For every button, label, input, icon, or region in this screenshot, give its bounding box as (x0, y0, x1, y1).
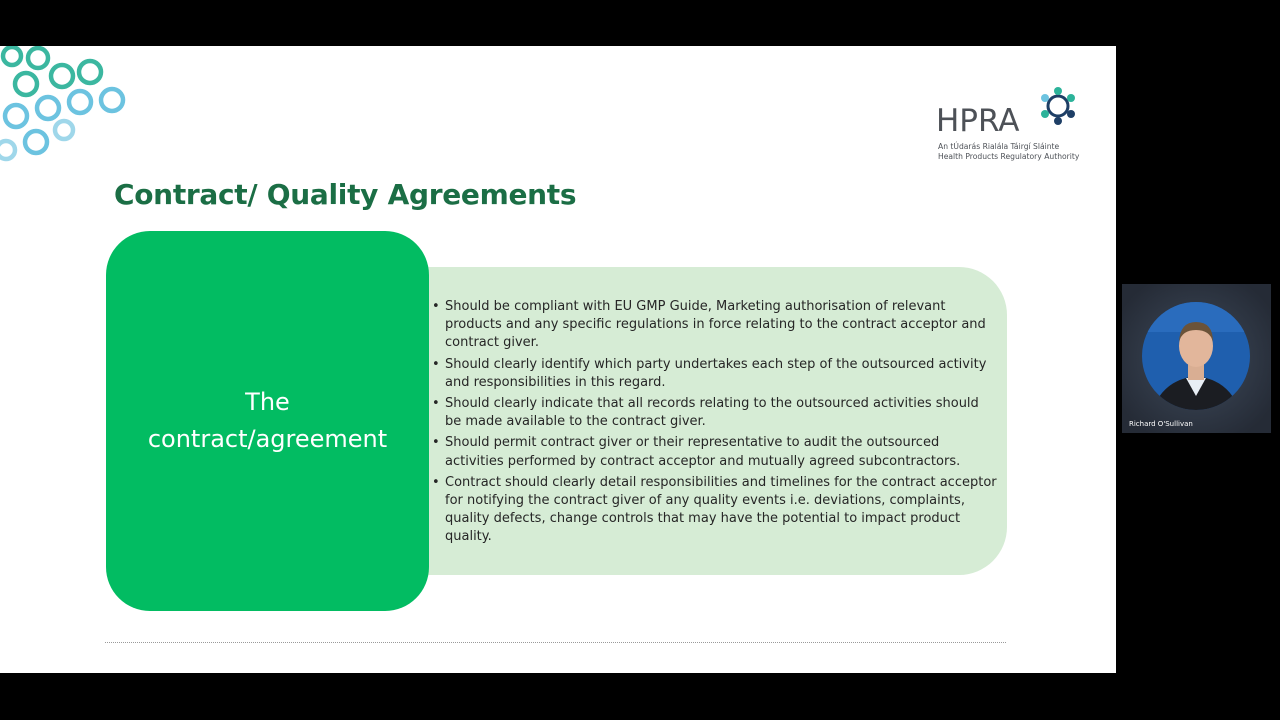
bullet-item: • Should clearly indicate that all records relating to the outsourced activities should be made available to the contract giver. (432, 395, 998, 431)
presentation-slide (0, 46, 1116, 673)
logo-hexagon-mark (1038, 86, 1078, 126)
molecule-pattern-decoration (0, 46, 140, 176)
bullet-list (432, 298, 998, 550)
bullet-item: • Contract should clearly detail responsibilities and timelines for the contract acceptor for notifying the contract giver of any quality events i.e. deviations, complaints, quality defects, change controls that may have the potential to impact product quality. (432, 474, 998, 547)
participant-name-label: Richard O'Sullivan (1129, 420, 1193, 428)
logo-wordmark: HPRA (936, 103, 1020, 139)
bullet-panel (396, 267, 1007, 575)
footer-divider (105, 642, 1006, 643)
bullet-item: • Should be compliant with EU GMP Guide, Marketing authorisation of relevant products and any specific regulations in force relating to the contract acceptor and contract giver. (432, 298, 998, 353)
contract-label-line-1: The (245, 388, 290, 416)
contract-label (128, 384, 408, 458)
logo-subtitle-english: Health Products Regulatory Authority (938, 152, 1080, 161)
participant-video-tile[interactable] (1122, 284, 1271, 433)
logo-subtitle-irish: An tÚdarás Rialála Táirgí Sláinte (938, 142, 1060, 151)
hpra-logo (936, 86, 1086, 166)
bullet-item: • Should clearly identify which party undertakes each step of the outsourced activity and responsibilities in this regard. (432, 356, 998, 392)
contract-label-box (106, 231, 429, 611)
bullet-item: • Should permit contract giver or their representative to audit the outsourced activities performed by contract acceptor and mutually agreed subcontractors. (432, 434, 998, 470)
participant-video-feed (1122, 284, 1271, 433)
contract-label-line-2: contract/agreement (147, 425, 388, 453)
slide-title: Contract/ Quality Agreements (114, 178, 577, 211)
